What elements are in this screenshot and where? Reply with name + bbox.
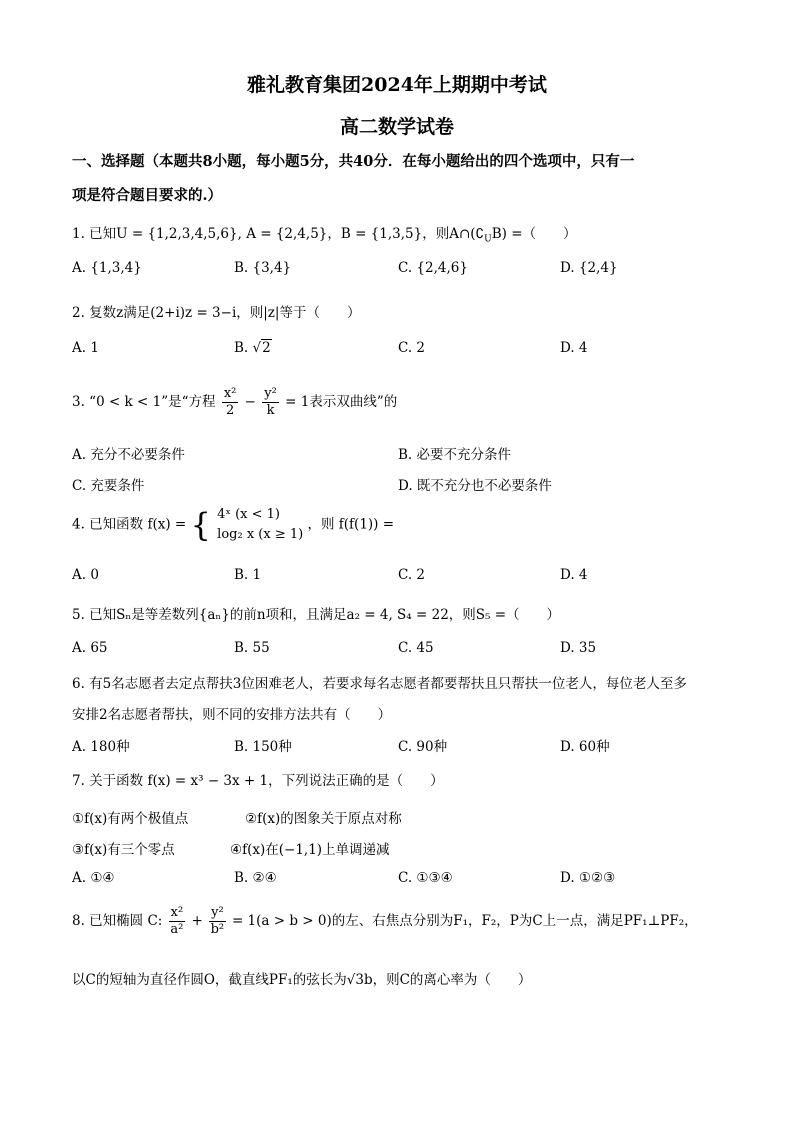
q2-option-a: A. 1 — [72, 340, 99, 356]
question-5: 5. 已知Sₙ是等差数列{aₙ}的前n项和，且满足a₂ = 4, S₄ = 22，则S₅ =（ ） — [72, 607, 561, 623]
q7-option-b: B. ②④ — [234, 870, 277, 886]
q4-option-c: C. 2 — [398, 567, 426, 583]
question-1 — [72, 222, 577, 245]
q7-statement-3: ③f(x)有三个零点 — [72, 842, 175, 858]
q8-suffix: = 1(a > b > 0)的左、右焦点分别为F₁，F₂，P为C上一点，满足PF₁⊥PF₂， — [231, 913, 698, 929]
q6-option-a: A. 180种 — [72, 739, 130, 755]
q5-option-b: B. 55 — [234, 640, 270, 656]
question-6-line2: 安排2名志愿者帮扶，则不同的安排方法共有（ ） — [72, 707, 392, 723]
q8-plus: + — [191, 913, 203, 929]
q1-prefix: 1. 已知 — [72, 226, 117, 242]
q5-option-c: C. 45 — [398, 640, 434, 656]
q8-fraction-x — [169, 905, 186, 938]
q1-option-d: D. {2,4} — [560, 260, 618, 276]
q8-prefix: 8. 已知椭圆 C: — [72, 913, 163, 929]
question-4 — [72, 505, 394, 545]
q4-brace: { — [190, 506, 211, 544]
q3-option-a: A. 充分不必要条件 — [72, 447, 185, 463]
q3-option-c: C. 充要条件 — [72, 478, 145, 494]
q2-option-c: C. 2 — [398, 340, 426, 356]
q6-option-c: C. 90种 — [398, 739, 448, 755]
q4-prefix: 4. 已知函数 f(x) = — [72, 516, 187, 533]
q4-cases — [217, 505, 303, 545]
question-6-line1: 6. 有5名志愿者去定点帮扶3位困难老人，若要求每名志愿者都要帮扶且只帮扶一位老人，每位老人至多 — [72, 676, 687, 692]
q2-option-d: D. 4 — [560, 340, 588, 356]
q3-fraction-x — [222, 386, 239, 419]
q1-option-a: A. {1,3,4} — [72, 260, 142, 276]
q7-statement-2: ②f(x)的图象关于原点对称 — [245, 811, 402, 827]
q4-option-a: A. 0 — [72, 567, 99, 583]
q6-option-d: D. 60种 — [560, 739, 610, 755]
q5-option-a: A. 65 — [72, 640, 108, 656]
q8-frac2-den: b² — [210, 922, 225, 937]
q8-fraction-y — [209, 905, 226, 938]
q3-option-b: B. 必要不充分条件 — [398, 447, 512, 463]
q1-option-b: B. {3,4} — [234, 260, 292, 276]
q3-option-d: D. 既不充分也不必要条件 — [398, 478, 552, 494]
q1-suffix: B) =（ ） — [491, 226, 577, 242]
q5-option-d: D. 35 — [560, 640, 597, 656]
q8-frac2-num: y² — [211, 905, 224, 920]
question-7: 7. 关于函数 f(x) = x³ − 3x + 1，下列说法正确的是（ ） — [72, 773, 444, 789]
q4-case-2: log₂ x (x ≥ 1) — [217, 527, 304, 542]
q7-statement-1: ①f(x)有两个极值点 — [72, 811, 189, 827]
q3-frac1-den: 2 — [225, 403, 235, 418]
question-8-line2: 以C的短轴为直径作圆O，截直线PF₁的弦长为√3b，则C的离心率为（ ） — [72, 972, 532, 988]
q3-frac2-num: y² — [264, 386, 277, 401]
q3-fraction-y — [262, 386, 279, 419]
q4-option-b: B. 1 — [234, 567, 262, 583]
q2-option-b-radicand: 2 — [262, 340, 271, 356]
exam-title: 雅礼教育集团2024年上期期中考试 — [247, 74, 547, 96]
q3-suffix: = 1表示双曲线”的 — [285, 394, 398, 410]
q3-minus: − — [244, 394, 256, 410]
q7-option-d: D. ①②③ — [560, 870, 616, 886]
question-3 — [72, 386, 397, 419]
q7-statement-4: ④f(x)在(−1,1)上单调递减 — [230, 842, 390, 858]
q4-option-d: D. 4 — [560, 567, 588, 583]
q3-frac1-num: x² — [223, 386, 237, 401]
q1-condition: U = {1,2,3,4,5,6}, A = {2,4,5}，B = {1,3,5}，则A∩(∁ — [116, 226, 485, 242]
exam-subtitle: 高二数学试卷 — [339, 116, 454, 138]
question-2: 2. 复数z满足(2+i)z = 3−i，则|z|等于（ ） — [72, 305, 361, 321]
q4-suffix: ，则 f(f(1)) = — [307, 516, 395, 533]
q8-frac1-den: a² — [170, 922, 184, 937]
question-8-line1 — [72, 905, 698, 938]
q1-option-c: C. {2,4,6} — [398, 260, 468, 276]
q7-option-a: A. ①④ — [72, 870, 115, 886]
q2-option-b — [234, 340, 272, 356]
q4-case-1: 4ˣ (x < 1) — [217, 507, 280, 522]
q8-frac1-num: x² — [170, 905, 184, 920]
q6-option-b: B. 150种 — [234, 739, 292, 755]
q1-complement-sub: U — [484, 234, 492, 245]
q3-frac2-den: k — [266, 403, 275, 418]
section-heading-line1: 一、选择题（本题共8小题，每小题5分，共40分．在每小题给出的四个选项中，只有一 — [72, 153, 635, 170]
q7-option-c: C. ①③④ — [398, 870, 453, 886]
q2-option-b-sqrt: √2 — [252, 340, 271, 356]
q3-prefix: 3. “0 < k < 1”是“方程 — [72, 394, 216, 410]
section-heading-line2: 项是符合题目要求的.） — [72, 187, 223, 204]
q2-option-b-label: B. — [234, 340, 249, 356]
